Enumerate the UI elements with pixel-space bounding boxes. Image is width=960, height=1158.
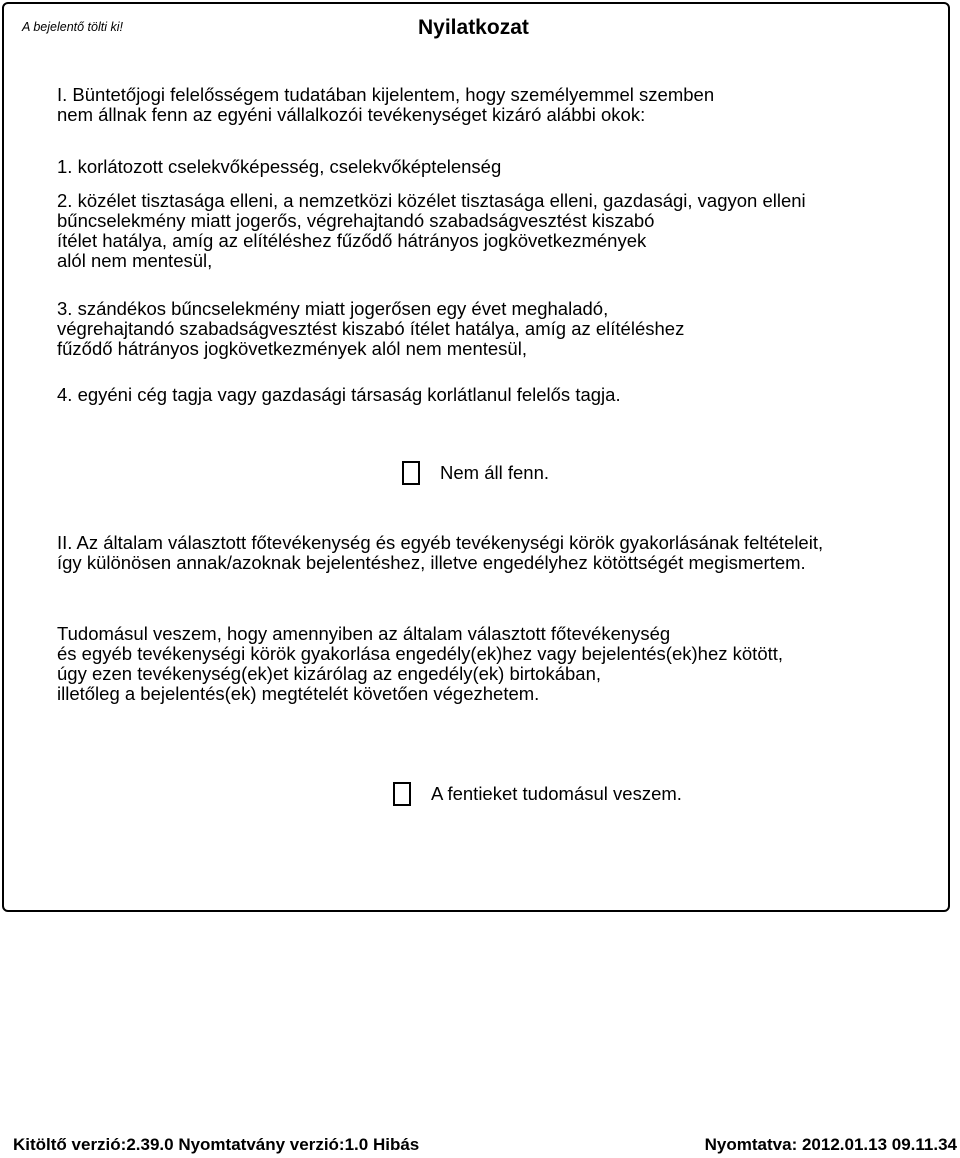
not-applicable-label: Nem áll fenn. (440, 462, 549, 483)
acknowledge-checkbox[interactable] (393, 782, 411, 806)
page-title: Nyilatkozat (418, 16, 529, 39)
footer-version: Kitöltő verzió:2.39.0 Nyomtatvány verzió:1.0 Hibás (13, 1135, 420, 1154)
not-applicable-checkbox[interactable] (402, 461, 420, 485)
not-applicable-checkbox-row[interactable] (402, 461, 549, 485)
form-frame (2, 2, 950, 912)
item-3: 3. szándékos bűncselekmény miatt jogerősen egy évet meghaladó, végrehajtandó szabadságvesztést kiszabó ítélet hatálya, amíg az elítéléshez fűződő hátrányos jogkövetkezmények alól nem mentesül, (57, 298, 685, 359)
section2-text: II. Az általam választott főtevékenység és egyéb tevékenységi körök gyakorlásának feltételeit, így különösen annak/azoknak bejelentéshez, illetve engedélyhez kötöttségét megismertem. (57, 532, 824, 573)
item-1: 1. korlátozott cselekvőképesség, cselekvőképtelenség (57, 156, 502, 177)
acknowledge-checkbox-row[interactable] (393, 782, 682, 806)
item-4: 4. egyéni cég tagja vagy gazdasági társaság korlátlanul felelős tagja. (57, 384, 621, 405)
section2-notice: Tudomásul veszem, hogy amennyiben az általam választott főtevékenység és egyéb tevékenységi körök gyakorlása engedély(ek)hez vagy bejelentés(ek)hez kötött, úgy ezen tevékenység(ek)et kizárólag az engedély(ek) birtokában, illetőleg a bejelentés(ek) megtételét követően végezhetem. (57, 623, 784, 704)
fill-note: A bejelentő tölti ki! (22, 20, 123, 34)
footer-printed: Nyomtatva: 2012.01.13 09.11.34 (704, 1135, 957, 1154)
section1-intro: I. Büntetőjogi felelősségem tudatában kijelentem, hogy személyemmel szemben nem állnak fenn az egyéni vállalkozói tevékenységet kizáró alábbi okok: (57, 84, 715, 125)
item-2: 2. közélet tisztasága elleni, a nemzetközi közélet tisztasága elleni, gazdasági, vagyon elleni bűncselekmény miatt jogerős, végrehajtandó szabadságvesztést kiszabó ítélet hatálya, amíg az elítéléshez fűződő hátrányos jogkövetkezmények alól nem mentesül, (57, 190, 806, 271)
acknowledge-label: A fentieket tudomásul veszem. (431, 783, 682, 804)
